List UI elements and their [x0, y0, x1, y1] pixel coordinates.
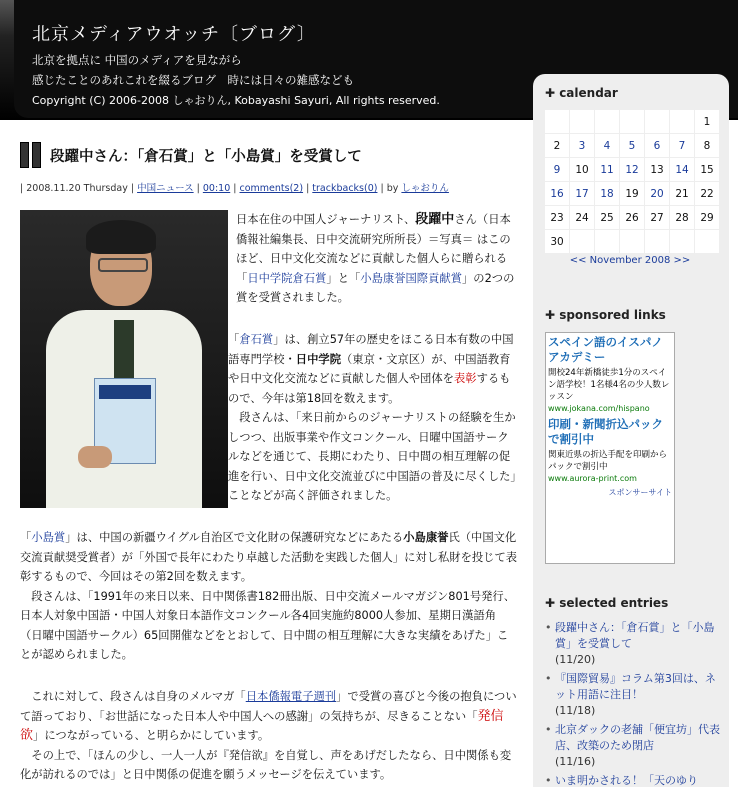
- calendar-empty-cell: [620, 110, 644, 133]
- calendar-day: 30: [545, 230, 569, 253]
- calendar-day[interactable]: 16: [545, 182, 569, 205]
- entry-link[interactable]: 『国際貿易』コラム第3回は、ネット用語に注目！: [555, 672, 716, 701]
- calendar-nav[interactable]: << November 2008 >>: [569, 255, 691, 266]
- ad-url[interactable]: www.jokana.com/hispano: [548, 404, 650, 413]
- copyright: Copyright (C) 2006-2008 しゃおりん, Kobayashi Sayuri, All rights reserved.: [32, 94, 440, 107]
- calendar-empty-cell: [670, 110, 694, 133]
- calendar-empty-cell: [645, 110, 669, 133]
- calendar-day: 1: [695, 110, 719, 133]
- ad-description: 開校24年新橋徒歩1分のスペイン語学校！1名様4名の少人数レッスン: [548, 368, 670, 402]
- plus-icon: ✚: [545, 308, 556, 322]
- entry-date: (11/20): [555, 653, 596, 666]
- text: 段さんは、「1991年の来日以来、日中関係書182冊出版、日中交流メールマガジン801号発行、日本人対象中国語・中国人対象日本語作文コンクール各4回実施約8000人参加、星期日漢語角（日曜中国語サークル）65回開催などをとおして、日中間の相互理解に大きな実績をあげた」ことが認められました。: [20, 589, 516, 661]
- text: 「: [20, 531, 32, 544]
- magazine-link[interactable]: 日本僑報電子週刊: [245, 690, 337, 703]
- post-meta: | 2008.11.20 Thursday | 中国ニュース | 00:10 | comments(2) | trackbacks(0) | by しゃおりん: [20, 183, 449, 194]
- text: するもので、今年は第18回を数えます。: [228, 372, 511, 405]
- text: さん（日本僑報社編集長、日中交流研究所所長）＝写真＝ はこのほど、日中文化交流などに貢献した個人らに贈られる「: [236, 213, 511, 285]
- text: 」の2つの賞を受賞されました。: [236, 271, 515, 304]
- calendar-empty-cell: [695, 230, 719, 253]
- calendar-day: 23: [545, 206, 569, 229]
- paragraph-reaction: [20, 687, 518, 785]
- calendar-empty-cell: [620, 230, 644, 253]
- calendar-empty-cell: [545, 110, 569, 133]
- photo-glasses: [98, 258, 148, 272]
- sponsored-footer-link[interactable]: スポンサーサイト: [608, 488, 672, 497]
- calendar-day[interactable]: 7: [670, 134, 694, 157]
- bullet-icon: •: [545, 774, 552, 787]
- calendar-grid: [545, 110, 715, 253]
- post-date: 2008.11.20 Thursday: [26, 183, 128, 194]
- calendar-day[interactable]: 5: [620, 134, 644, 157]
- selected-heading: [545, 596, 668, 610]
- school-name: 日中学院: [295, 352, 341, 366]
- selected-heading-label: selected entries: [559, 596, 669, 610]
- photo-hair: [86, 220, 156, 254]
- calendar-heading-label: calendar: [559, 86, 618, 100]
- photo-hand: [78, 446, 112, 468]
- calendar-empty-cell: [570, 230, 594, 253]
- paragraph-kuraishi: [228, 330, 518, 506]
- calendar-day: 15: [695, 158, 719, 181]
- site-title[interactable]: 北京メディアウオッチ〔ブログ〕: [32, 24, 316, 45]
- calendar-day[interactable]: 12: [620, 158, 644, 181]
- main-content: [20, 140, 520, 781]
- trackbacks-link[interactable]: trackbacks(0): [312, 183, 378, 194]
- sponsored-heading: [545, 308, 666, 322]
- text: （東京・文京区）が、中国語教育や日中文化交流などに貢献した個人や団体を: [228, 352, 511, 385]
- comments-link[interactable]: comments(2): [239, 183, 304, 194]
- paragraph-intro: [236, 210, 518, 308]
- highlight-text: 発信欲: [20, 708, 504, 743]
- ad-title[interactable]: スペイン語のイスパノアカデミー: [548, 335, 663, 364]
- highlight-text: 表彰: [453, 372, 477, 385]
- calendar-day: 27: [645, 206, 669, 229]
- entry-date: (11/18): [555, 704, 596, 717]
- bullet-icon: •: [545, 621, 552, 634]
- calendar-day[interactable]: 17: [570, 182, 594, 205]
- calendar-day[interactable]: 9: [545, 158, 569, 181]
- permalink[interactable]: 00:10: [202, 183, 231, 194]
- text: 」と「: [326, 271, 361, 285]
- paragraph-kojima: [20, 528, 518, 665]
- sponsored-heading-label: sponsored links: [559, 308, 666, 322]
- calendar-day[interactable]: 4: [595, 134, 619, 157]
- calendar-day: 21: [670, 182, 694, 205]
- site-tagline-2: 感じたことのあれこれを綴るブログ 時には日々の雑感なども: [32, 73, 354, 87]
- calendar-day: 19: [620, 182, 644, 205]
- calendar-empty-cell: [570, 110, 594, 133]
- calendar-day: 13: [645, 158, 669, 181]
- sponsored-links: [545, 332, 675, 564]
- calendar-day: 28: [670, 206, 694, 229]
- calendar-day[interactable]: 11: [595, 158, 619, 181]
- text: 」で受賞の喜びと今後の抱負について語っており、「お世話になった日本人や中国人への感謝」の気持ちが、尽きることない「: [20, 690, 517, 723]
- text: 段さんは、「来日前からのジャーナリストの経験を生かしつつ、出版事業や作文コンクール、日曜中国語サークルなどを通じて、長期にわたり、日中間の相互理解の促進を行い、日中文化交流並びに中国語の普及に尽くした」ことなどが高く評価されました。: [228, 411, 517, 502]
- person-name: 段躍中: [415, 212, 455, 227]
- ad-url[interactable]: www.aurora-print.com: [548, 474, 637, 483]
- calendar-empty-cell: [595, 230, 619, 253]
- prize-link[interactable]: 小島康誉国際貢献賞: [360, 271, 462, 285]
- calendar-day: 10: [570, 158, 594, 181]
- ad-title[interactable]: 印刷・新聞折込パックで割引中: [548, 417, 663, 446]
- plus-icon: ✚: [545, 596, 556, 610]
- selected-entries: [545, 620, 721, 792]
- text: これに対して、段さんは自身のメルマガ「: [20, 690, 246, 703]
- site-tagline-1: 北京を拠点に 中国のメディアを見ながら: [32, 53, 242, 67]
- calendar-day: 25: [595, 206, 619, 229]
- text: 氏（中国文化交流貢献奨受賞者）が「外国で長年にわたり卓越した活動を実践した個人」に対し私財を投じて表彰するもので、今回はその第2回を数えます。: [20, 531, 518, 583]
- post-photo: [20, 210, 228, 508]
- calendar-day: 29: [695, 206, 719, 229]
- text: 」は、創立57年の歴史をほこる日本有数の中国語専門学校・: [228, 333, 514, 366]
- calendar-day: 24: [570, 206, 594, 229]
- calendar-empty-cell: [595, 110, 619, 133]
- author-link[interactable]: しゃおりん: [401, 183, 449, 194]
- bullet-icon: •: [545, 672, 552, 685]
- calendar-day[interactable]: 14: [670, 158, 694, 181]
- plus-icon: ✚: [545, 86, 556, 100]
- photo-book-title: [99, 385, 151, 399]
- text: 」につながっている、と明らかにしています。: [33, 729, 270, 742]
- text: 「: [228, 333, 240, 346]
- text: その上で、「ほんの少し、一人一人が『発信欲』を自覚し、声をあげだしたなら、日中関係も変化が訪れるのでは」と日中関係の促進を願うメッセージを伝えています。: [20, 748, 512, 781]
- text: 日本在住の中国人ジャーナリスト、: [236, 213, 416, 226]
- list-item: [545, 722, 721, 770]
- calendar-day[interactable]: 20: [645, 182, 669, 205]
- calendar: [545, 110, 715, 266]
- calendar-day[interactable]: 6: [645, 134, 669, 157]
- calendar-heading: [545, 86, 618, 100]
- calendar-day: 2: [545, 134, 569, 157]
- entry-link[interactable]: 北京ダックの老舗「便宜坊」代表店、改築のため閉店: [555, 723, 720, 752]
- calendar-day: 26: [620, 206, 644, 229]
- calendar-empty-cell: [670, 230, 694, 253]
- list-item: [545, 620, 721, 668]
- prize-link[interactable]: 小島賞: [31, 531, 66, 544]
- calendar-day: 8: [695, 134, 719, 157]
- title-bar-icon: [32, 142, 41, 168]
- prize-link[interactable]: 倉石賞: [239, 333, 274, 346]
- post-header: [20, 140, 520, 170]
- person-name: 小島康誉: [403, 531, 449, 544]
- entry-date: (11/16): [555, 755, 596, 768]
- ad-description: 関東近県の折込手配を印刷からパックで割引中: [548, 450, 668, 472]
- calendar-empty-cell: [645, 230, 669, 253]
- bullet-icon: •: [545, 723, 552, 736]
- calendar-day[interactable]: 3: [570, 134, 594, 157]
- entry-link[interactable]: 段躍中さん：「倉石賞」と「小島賞」を受賞して: [555, 621, 715, 650]
- text: 」は、中国の新疆ウイグル自治区で文化財の保護研究などにあたる: [65, 531, 404, 544]
- title-bar-icon: [20, 142, 29, 168]
- calendar-day: 22: [695, 182, 719, 205]
- by-label: by: [386, 183, 399, 194]
- prize-link[interactable]: 日中学院倉石賞: [247, 271, 327, 285]
- calendar-day[interactable]: 18: [595, 182, 619, 205]
- list-item: [545, 671, 721, 719]
- category-link[interactable]: 中国ニュース: [137, 183, 194, 194]
- post-title: 段躍中さん：「倉石賞」と「小島賞」を受賞して: [50, 148, 362, 165]
- entry-link[interactable]: いま明かされる！「天のゆり: [555, 774, 698, 787]
- sidebar: [533, 74, 729, 787]
